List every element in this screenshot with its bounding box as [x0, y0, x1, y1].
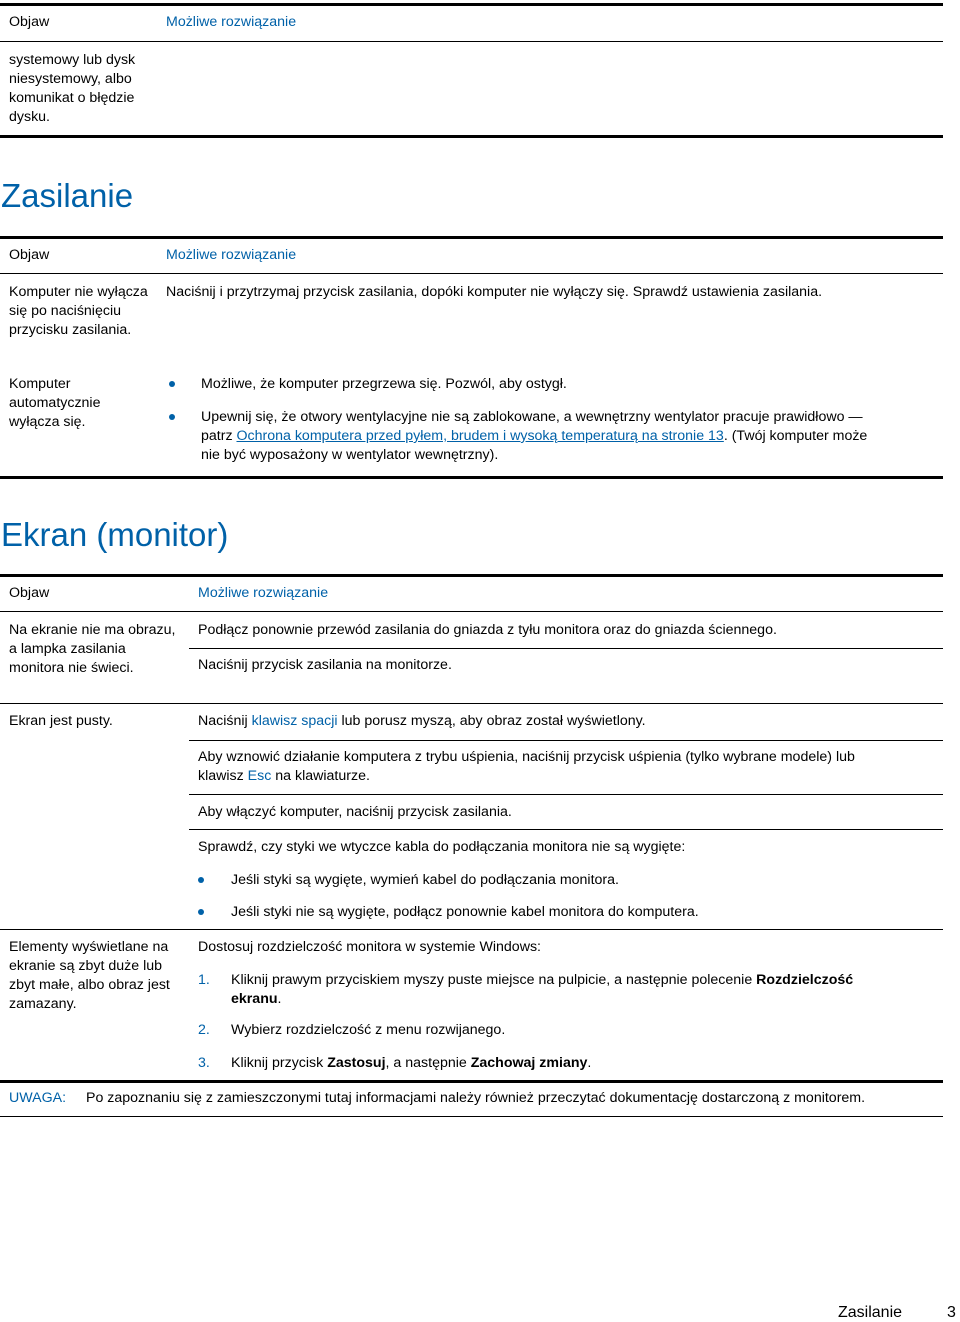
sol2-post-text: na klawiaturze.	[271, 768, 370, 784]
monitor-row1-symptom: Na ekranie nie ma obrazu, a lampka zasilania monitora nie świeci.	[9, 622, 176, 676]
monitor-row2-solution3: Aby włączyć komputer, naciśnij przycisk zasilania.	[198, 804, 512, 820]
step-number: 3.	[198, 1055, 210, 1071]
solution-column-header: Możliwe rozwiązanie	[198, 585, 329, 601]
power-row2-bullet2-line2	[201, 427, 867, 446]
monitor-row1-solution1: Podłącz ponownie przewód zasilania do gniazda z tyłu monitora oraz do gniazda ściennego.	[198, 622, 777, 638]
monitor-row2-solution1	[198, 712, 646, 731]
step1-post: .	[277, 991, 282, 1007]
esc-key-label: Esc	[247, 768, 272, 784]
solution-column-header: Możliwe rozwiązanie	[166, 14, 297, 30]
row-divider	[189, 829, 943, 830]
step1-bold-text: Rozdzielczość	[756, 972, 854, 988]
power-row2-bullet1: Możliwe, że komputer przegrzewa się. Pozwól, aby ostygł.	[201, 376, 567, 392]
step-2-text: Wybierz rozdzielczość z menu rozwijanego.	[231, 1022, 506, 1038]
note-text: Po zapoznaniu się z zamieszczonymi tutaj informacjami należy również przeczytać dokumentację dostarczoną z monitorem.	[86, 1090, 866, 1106]
power-row1-symptom: Komputer nie wyłącza się po naciśnięciu przycisku zasilania.	[9, 284, 148, 338]
table-top-rule	[0, 3, 943, 6]
symptom-column-header: Objaw	[9, 585, 50, 601]
page-number: 3	[947, 1304, 956, 1321]
monitor-row2-bullet1: Jeśli styki są wygięte, wymień kabel do podłączania monitora.	[231, 872, 619, 888]
step3-post: .	[587, 1055, 592, 1071]
monitor-row2-solution2-line1: Aby wznowić działanie komputera z trybu uśpienia, naciśnij przycisk uśpienia (tylko wybrane modele) lub	[198, 749, 855, 765]
note-divider	[0, 1116, 943, 1117]
header-divider	[0, 611, 943, 612]
step-1-line1	[231, 971, 853, 990]
bullet-icon	[198, 877, 204, 883]
row-spacer	[0, 367, 943, 368]
step3-bold2: Zachowaj zmiany	[470, 1055, 588, 1071]
power-row2-symptom: Komputer automatycznie wyłącza się.	[9, 376, 101, 430]
step-3-text	[231, 1054, 591, 1073]
monitor-row3-intro: Dostosuj rozdzielczość monitora w systemie Windows:	[198, 939, 541, 955]
row-divider	[0, 929, 943, 930]
row-divider	[0, 703, 943, 704]
monitor-row2-solution2-line2	[198, 767, 370, 786]
step3-pre: Kliknij przycisk	[231, 1055, 328, 1071]
monitor-row3-symptom: Elementy wyświetlane na ekranie są zbyt duże lub zbyt małe, albo obraz jest zamazany.	[9, 939, 170, 1012]
row-divider	[189, 740, 943, 741]
row-divider	[189, 648, 943, 649]
symptom-column-header: Objaw	[9, 14, 50, 30]
monitor-table-bottom-rule	[0, 1080, 943, 1083]
monitor-row2-bullet2: Jeśli styki nie są wygięte, podłącz ponownie kabel monitora do komputera.	[231, 904, 699, 920]
power-row2-bullet2-line1: Upewnij się, że otwory wentylacyjne nie są zablokowane, a wewnętrzny wentylator pracuje prawidłowo —	[201, 409, 863, 425]
bullet-icon	[169, 381, 175, 387]
header-divider	[0, 273, 943, 274]
power-table-top-rule	[0, 236, 943, 239]
section-title-monitor: Ekran (monitor)	[1, 516, 229, 553]
spacebar-key-label: klawisz spacji	[251, 713, 338, 729]
bullet2-pre-text: patrz	[201, 428, 237, 444]
note-label: UWAGA:	[9, 1090, 67, 1106]
fragment-symptom: systemowy lub dysk niesystemowy, albo komunikat o błędzie dysku.	[9, 52, 136, 125]
monitor-row2-symptom: Ekran jest pusty.	[9, 713, 113, 729]
symptom-column-header: Objaw	[9, 247, 50, 263]
monitor-row1-solution2: Naciśnij przycisk zasilania na monitorze.	[198, 657, 452, 673]
header-divider	[0, 41, 943, 42]
power-row2-bullet2-line3: nie być wyposażony w wentylator wewnętrzny).	[201, 447, 499, 463]
footer-section-name: Zasilanie	[838, 1304, 903, 1321]
sol1-post-text: lub porusz myszą, aby obraz został wyświetlony.	[337, 713, 646, 729]
power-table-bottom-rule	[0, 476, 943, 479]
sol1-pre-text: Naciśnij	[198, 713, 252, 729]
bullet2-post-text: . (Twój komputer może	[723, 428, 868, 444]
bullet-icon	[169, 414, 175, 420]
step1-bold-line2: ekranu	[231, 991, 278, 1007]
monitor-row2-solution4: Sprawdź, czy styki we wtyczce kabla do podłączania monitora nie są wygięte:	[198, 839, 686, 855]
step1-text: Kliknij prawym przyciskiem myszy puste miejsce na pulpicie, a następnie polecenie	[231, 972, 757, 988]
sol2-pre-text: klawisz	[198, 768, 248, 784]
row-divider	[189, 794, 943, 795]
step-number: 1.	[198, 972, 210, 988]
power-row1-solution: Naciśnij i przytrzymaj przycisk zasilania, dopóki komputer nie wyłączy się. Sprawdź ustawienia zasilania.	[166, 284, 823, 300]
bullet-icon	[198, 909, 204, 915]
step3-bold1: Zastosuj	[327, 1055, 386, 1071]
solution-column-header: Możliwe rozwiązanie	[166, 247, 297, 263]
step3-mid: , a następnie	[385, 1055, 471, 1071]
table-bottom-rule	[0, 135, 943, 138]
monitor-table-top-rule	[0, 574, 943, 577]
cross-reference-link[interactable]: Ochrona komputera przed pyłem, brudem i wysoką temperaturą na stronie 13	[236, 428, 724, 444]
step-number: 2.	[198, 1022, 210, 1038]
step-1-line2	[231, 990, 281, 1009]
section-title-zasilanie: Zasilanie	[1, 177, 134, 214]
